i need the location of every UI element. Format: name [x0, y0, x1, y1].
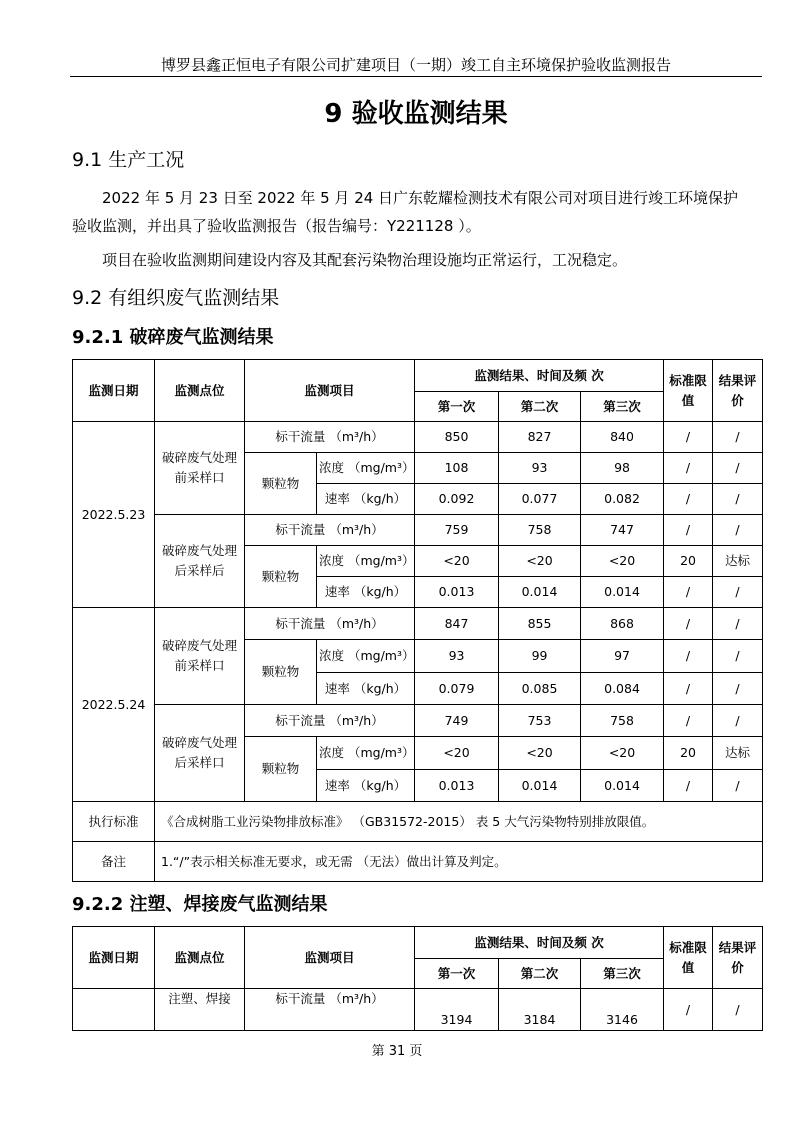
flow-label: 标干流量 （m³/h）	[245, 705, 415, 737]
value-cell: 0.079	[415, 673, 499, 705]
limit-cell: /	[664, 640, 713, 673]
crushing-exhaust-table	[72, 359, 763, 882]
table-row	[73, 705, 763, 737]
header-result: 监测结果、时间及频 次	[415, 927, 664, 959]
value-cell: 0.084	[581, 673, 664, 705]
point-cell: 破碎废气处理前采样口	[155, 608, 245, 705]
value-cell: 93	[415, 640, 499, 673]
value-cell: 747	[581, 515, 664, 546]
eval-cell: /	[713, 484, 763, 515]
header-result: 监测结果、时间及频 次	[415, 360, 664, 392]
value-cell: 850	[415, 422, 499, 453]
page-header: 博罗县鑫正恒电子有限公司扩建项目（一期）竣工自主环境保护验收监测报告	[160, 56, 671, 74]
paragraph-2-text: 项目在验收监测期间建设内容及其配套污染物治理设施均正常运行，工况稳定。	[102, 251, 628, 269]
header-point: 监测点位	[155, 360, 245, 422]
value-cell: 0.014	[499, 770, 581, 802]
page-number: 第 31 页	[371, 1044, 423, 1059]
section-9-1-title: 9.1 生产工况	[72, 149, 185, 171]
value-cell: <20	[499, 546, 581, 577]
value-cell: 98	[581, 453, 664, 484]
header-date: 监测日期	[73, 927, 155, 989]
table-row	[73, 515, 763, 546]
value-cell: 3184	[499, 989, 581, 1031]
header-eval: 结果评价	[713, 927, 763, 989]
rate-label: 速率 （kg/h）	[317, 484, 415, 515]
value-cell: 0.092	[415, 484, 499, 515]
conc-label: 浓度 （mg/m³）	[317, 737, 415, 770]
header-item: 监测项目	[245, 927, 415, 989]
flow-label: 标干流量 （m³/h）	[245, 515, 415, 546]
flow-label: 标干流量 （m³/h）	[245, 608, 415, 640]
point-cell: 注塑、焊接	[155, 989, 245, 1031]
value-cell: 759	[415, 515, 499, 546]
section-9-2-title: 9.2 有组织废气监测结果	[72, 287, 280, 309]
value-cell: 855	[499, 608, 581, 640]
conc-label: 浓度 （mg/m³）	[317, 453, 415, 484]
pollutant-label: 颗粒物	[245, 737, 317, 802]
section-9-1-paragraph-1	[72, 184, 752, 240]
eval-cell: /	[713, 640, 763, 673]
value-cell: 3194	[415, 989, 499, 1031]
value-cell: 99	[499, 640, 581, 673]
eval-cell: 达标	[713, 546, 763, 577]
table-row	[73, 608, 763, 640]
header-run-1: 第一次	[415, 392, 499, 422]
header-eval: 结果评价	[713, 360, 763, 422]
value-cell: <20	[581, 546, 664, 577]
header-limit: 标准限值	[664, 360, 713, 422]
eval-cell: 达标	[713, 737, 763, 770]
value-cell: 847	[415, 608, 499, 640]
value-cell: 108	[415, 453, 499, 484]
flow-label: 标干流量 （m³/h）	[245, 989, 415, 1031]
conc-label: 浓度 （mg/m³）	[317, 640, 415, 673]
header-run-2: 第二次	[499, 392, 581, 422]
value-cell: 0.013	[415, 770, 499, 802]
rate-label: 速率 （kg/h）	[317, 673, 415, 705]
eval-cell: /	[713, 989, 763, 1031]
eval-cell: /	[713, 770, 763, 802]
molding-welding-exhaust-table	[72, 926, 763, 1031]
value-cell: 0.014	[499, 577, 581, 608]
header-limit: 标准限值	[664, 927, 713, 989]
limit-cell: /	[664, 770, 713, 802]
limit-cell: /	[664, 453, 713, 484]
eval-cell: /	[713, 705, 763, 737]
pollutant-label: 颗粒物	[245, 640, 317, 705]
header-point: 监测点位	[155, 927, 245, 989]
point-cell: 破碎废气处理后采样口	[155, 705, 245, 802]
value-cell: 840	[581, 422, 664, 453]
pollutant-label: 颗粒物	[245, 453, 317, 515]
limit-cell: /	[664, 705, 713, 737]
eval-cell: /	[713, 608, 763, 640]
value-cell: 753	[499, 705, 581, 737]
value-cell: 3146	[581, 989, 664, 1031]
pollutant-label: 颗粒物	[245, 546, 317, 608]
value-cell: 93	[499, 453, 581, 484]
value-cell: 827	[499, 422, 581, 453]
header-run-3: 第三次	[581, 959, 664, 989]
value-cell: 0.085	[499, 673, 581, 705]
rate-label: 速率 （kg/h）	[317, 770, 415, 802]
table-row	[73, 422, 763, 453]
header-run-1: 第一次	[415, 959, 499, 989]
eval-cell: /	[713, 515, 763, 546]
point-cell: 破碎废气处理前采样口	[155, 422, 245, 515]
standard-text: 《合成树脂工业污染物排放标准》 （GB31572-2015） 表 5 大气污染物特别排放限值。	[155, 802, 763, 842]
value-cell: <20	[415, 737, 499, 770]
header-item: 监测项目	[245, 360, 415, 422]
limit-cell: /	[664, 515, 713, 546]
standard-row	[73, 802, 763, 842]
limit-cell: /	[664, 422, 713, 453]
header-divider	[70, 76, 762, 77]
date-cell: 2022.5.23	[73, 422, 155, 608]
paragraph-1-text: 2022 年 5 月 23 日至 2022 年 5 月 24 日广东乾耀检测技术有限公司对项目进行竣工环境保护验收监测，并出具了验收监测报告（报告编号：Y221128 ）。	[72, 189, 739, 235]
value-cell: 868	[581, 608, 664, 640]
value-cell: <20	[499, 737, 581, 770]
point-cell: 破碎废气处理后采样后	[155, 515, 245, 608]
eval-cell: /	[713, 453, 763, 484]
header-run-3: 第三次	[581, 392, 664, 422]
limit-cell: /	[664, 673, 713, 705]
value-cell: <20	[415, 546, 499, 577]
limit-cell: /	[664, 608, 713, 640]
remark-label: 备注	[73, 842, 155, 882]
value-cell: 758	[581, 705, 664, 737]
header-date: 监测日期	[73, 360, 155, 422]
value-cell: 0.014	[581, 577, 664, 608]
value-cell: 0.077	[499, 484, 581, 515]
value-cell: 0.014	[581, 770, 664, 802]
eval-cell: /	[713, 422, 763, 453]
remark-row	[73, 842, 763, 882]
table-row	[73, 989, 763, 1031]
eval-cell: /	[713, 577, 763, 608]
value-cell: 0.082	[581, 484, 664, 515]
section-9-1-paragraph-2	[72, 246, 752, 274]
section-9-2-1-title: 9.2.1 破碎废气监测结果	[72, 327, 274, 348]
limit-cell: 20	[664, 737, 713, 770]
remark-text: 1.“/”表示相关标准无要求，或无需 （无法）做出计算及判定。	[155, 842, 763, 882]
conc-label: 浓度 （mg/m³）	[317, 546, 415, 577]
limit-cell: 20	[664, 546, 713, 577]
value-cell: 0.013	[415, 577, 499, 608]
date-cell	[73, 989, 155, 1031]
section-9-2-2-title: 9.2.2 注塑、焊接废气监测结果	[72, 894, 328, 915]
eval-cell: /	[713, 673, 763, 705]
limit-cell: /	[664, 989, 713, 1031]
flow-label: 标干流量 （m³/h）	[245, 422, 415, 453]
limit-cell: /	[664, 577, 713, 608]
value-cell: 97	[581, 640, 664, 673]
value-cell: 758	[499, 515, 581, 546]
value-cell: <20	[581, 737, 664, 770]
standard-label: 执行标准	[73, 802, 155, 842]
date-cell: 2022.5.24	[73, 608, 155, 802]
chapter-title: 9 验收监测结果	[324, 99, 508, 129]
header-run-2: 第二次	[499, 959, 581, 989]
value-cell: 749	[415, 705, 499, 737]
rate-label: 速率 （kg/h）	[317, 577, 415, 608]
limit-cell: /	[664, 484, 713, 515]
